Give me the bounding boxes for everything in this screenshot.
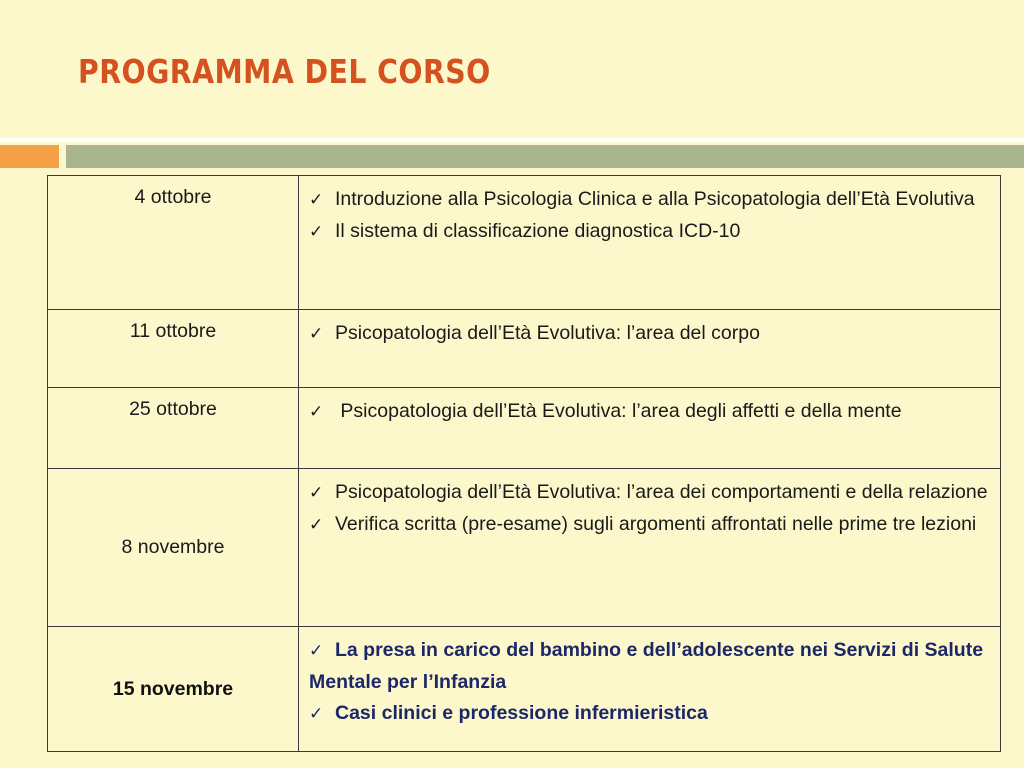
check-icon: ✓ (309, 324, 324, 344)
session-date: 25 ottobre (48, 388, 299, 469)
session-date: 8 novembre (48, 469, 299, 627)
check-icon: ✓ (309, 190, 324, 210)
check-icon: ✓ (309, 704, 324, 724)
list-item (309, 318, 992, 350)
list-item (309, 477, 992, 509)
session-topics (299, 627, 1001, 752)
session-topics (299, 388, 1001, 469)
check-icon: ✓ (309, 483, 324, 503)
topic-text: Psicopatologia dell’Età Evolutiva: l’area del corpo (335, 322, 760, 344)
accent-bar-orange (0, 145, 59, 168)
topic-text: Introduzione alla Psicologia Clinica e alla Psicopatologia dell’Età Evolutiva (335, 188, 975, 210)
table-row (48, 176, 1001, 310)
list-item (309, 216, 992, 248)
list-item (309, 184, 992, 216)
title-divider-line (0, 138, 1024, 142)
check-icon: ✓ (309, 222, 324, 242)
list-item (309, 698, 992, 730)
table-row (48, 388, 1001, 469)
session-topics (299, 176, 1001, 310)
slide-title: PROGRAMMA DEL CORSO (78, 52, 491, 91)
check-icon: ✓ (309, 402, 324, 422)
session-date: 11 ottobre (48, 310, 299, 388)
topic-text: La presa in carico del bambino e dell’adolescente nei Servizi di Salute Mentale per l’Infanzia (309, 639, 984, 693)
topic-text: Verifica scritta (pre-esame) sugli argomenti affrontati nelle prime tre lezioni (335, 513, 977, 535)
table-row (48, 310, 1001, 388)
list-item (309, 396, 992, 428)
session-date: 4 ottobre (48, 176, 299, 310)
table-row (48, 627, 1001, 752)
topic-text: Casi clinici e professione infermieristica (335, 702, 708, 724)
list-item (309, 509, 992, 541)
session-topics (299, 310, 1001, 388)
list-item (309, 635, 992, 698)
topic-text: Il sistema di classificazione diagnostica ICD-10 (335, 220, 741, 242)
topic-text: Psicopatologia dell’Età Evolutiva: l’area degli affetti e della mente (335, 400, 902, 422)
session-topics (299, 469, 1001, 627)
session-date: 15 novembre (48, 627, 299, 752)
check-icon: ✓ (309, 515, 324, 535)
course-schedule-table (47, 175, 1001, 752)
topic-text: Psicopatologia dell’Età Evolutiva: l’area dei comportamenti e della relazione (335, 481, 988, 503)
check-icon: ✓ (309, 641, 324, 661)
accent-bar-green (66, 145, 1024, 168)
table-row (48, 469, 1001, 627)
